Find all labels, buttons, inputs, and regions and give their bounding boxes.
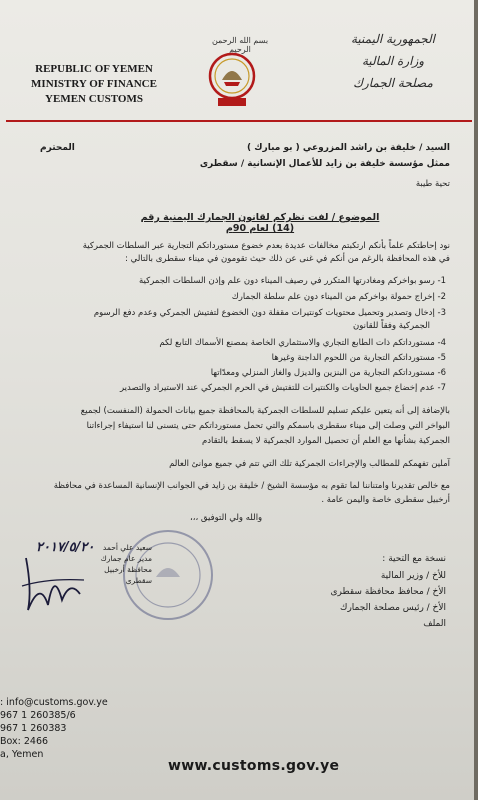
violation-item: 5- مستورداتكم التجارية من اللحوم الداجنة وغيرها [271, 353, 446, 363]
violation-item: 6- مستورداتكم التجارية من البنزين والديزل والغاز المنزلي ومعدّاتها [210, 368, 446, 378]
violation-item: 4- مستورداتكم ذات الطابع التجاري والاستثماري الخاصة بمصنع الأسماك التابع لكم [159, 338, 446, 348]
page-edge [474, 0, 478, 800]
header-arabic-line: مصلحة الجمارك [353, 76, 433, 90]
violation-item: 1- رسو بواخركم ومغادرتها المتكرر في رصيف الميناء دون علم وإذن السلطات الجمركية [138, 276, 446, 286]
paragraph-line: بالإضافة إلى أنه يتعين عليكم تسليم للسلطات الجمركية بالمحافظة جميع بيانات الحمولة (المنفست) لجميع [80, 406, 450, 416]
paragraph-line: الجمركية بشأنها مع العلم أن تحصيل الموارد الجمركية لا يسقط بالتقادم [201, 436, 450, 446]
addressee-honorific: المحترم [40, 143, 75, 153]
handwritten-signature-icon [18, 550, 88, 615]
bismillah: بسم الله الرحمن الرحيم [211, 36, 269, 54]
paragraph-line: مع خالص تقديرنا وامتناننا لما تقوم به مؤسسة الشيخ / خليفة بن زايد في الجوانب الإنسانية المساعدة في محافظة [53, 481, 450, 491]
closing: والله ولي التوفيق ،،، [190, 513, 263, 523]
addressee-organization: ممثل مؤسسة خليفة بن زايد للأعمال الإنسانية / سقطرى [199, 159, 450, 169]
paragraph-line: أرخبيل سقطرى خاصة واليمن عامة . [321, 495, 450, 505]
header-divider [6, 120, 472, 122]
yemen-customs-logo-icon [206, 50, 258, 110]
copies-heading: نسخة مع التحية : [382, 554, 446, 564]
signatory-name: سعيد علي أحمد [102, 543, 152, 552]
header-arabic-line: وزارة المالية [361, 54, 425, 68]
footer-email: : info@customs.gov.ye [0, 697, 108, 708]
copy-recipient: الأخ / محافظ محافظة سقطرى [330, 587, 446, 597]
footer-website: www.customs.gov.ye [168, 758, 340, 774]
violation-item: الجمركية وفقاً للقانون [353, 321, 430, 331]
footer-po-box: Box: 2466 [0, 736, 49, 747]
paragraph-line: البواخر التي وصلت إلى ميناء سقطرى باسمكم والتي تحمل مستورداتكم حتى يتسنى لنا استيفاء إجراءاتنا [86, 421, 450, 431]
signature-block [12, 530, 152, 620]
header-english [14, 62, 174, 107]
signatory [82, 542, 152, 586]
copy-recipient: الأخ / رئيس مصلحة الجمارك [340, 603, 446, 613]
violation-item: 3- إدخال وتصدير وتحميل محتويات كونتيرات مقفلة دون الخضوع لتفتيش الجمركي وعدم دفع الرسوم [93, 308, 446, 318]
header-arabic-line: الجمهورية اليمنية [350, 32, 435, 46]
violation-item: 2- إخراج حمولة بواخركم من الميناء دون علم سلطة الجمارك [231, 292, 446, 302]
header-arabic [328, 28, 458, 94]
footer-fax: 967 1 260383 [0, 723, 67, 734]
intro-line: نود إحاطتكم علماً بأنكم ارتكبتم مخالفات عديدة بعدم خضوع مستورداتكم التجارية عبر السلطات الجمركية [82, 241, 450, 251]
violation-item: 7- عدم إخضاع جميع الحاويات والكنتيرات للتفتيش في الحرم الجمركي عند الاستيراد والتصدير [119, 383, 446, 393]
signatory-title: مدير عام جمارك [100, 554, 152, 563]
subject-line: الموضوع / لفت نظركم لقانون الجمارك اليمنية رقم (14) لعام 90م [140, 212, 380, 234]
footer-city: a, Yemen [0, 749, 44, 760]
paragraph-line: آملين تفهمكم للمطالب والإجراءات الجمركية تلك التي تتم في جميع موانئ العالم [169, 459, 450, 469]
header-english-line: REPUBLIC OF YEMEN [35, 63, 153, 75]
signatory-title: محافظة أرخبيل سقطرى [104, 565, 152, 585]
intro-line: في هذه المحافظة بالرغم من أنكم في غنى عن ذلك حيث تقومون في ميناء سقطرى بالتالي : [125, 254, 450, 264]
signature-date: ٢٠١٧/٥/٢٠ [36, 540, 95, 555]
footer-phone: 967 1 260385/6 [0, 710, 76, 721]
header-english-line: MINISTRY OF FINANCE [31, 78, 157, 90]
copy-recipient: للأخ / وزير المالية [380, 571, 446, 581]
copy-recipient: الملف [423, 619, 446, 629]
header-english-line: YEMEN CUSTOMS [45, 93, 143, 105]
addressee-name: السيد / خليفة بن راشد المزروعي ( بو مبارك ) [247, 143, 450, 153]
addressee-line [22, 142, 450, 154]
greeting: تحية طيبة [415, 179, 450, 189]
